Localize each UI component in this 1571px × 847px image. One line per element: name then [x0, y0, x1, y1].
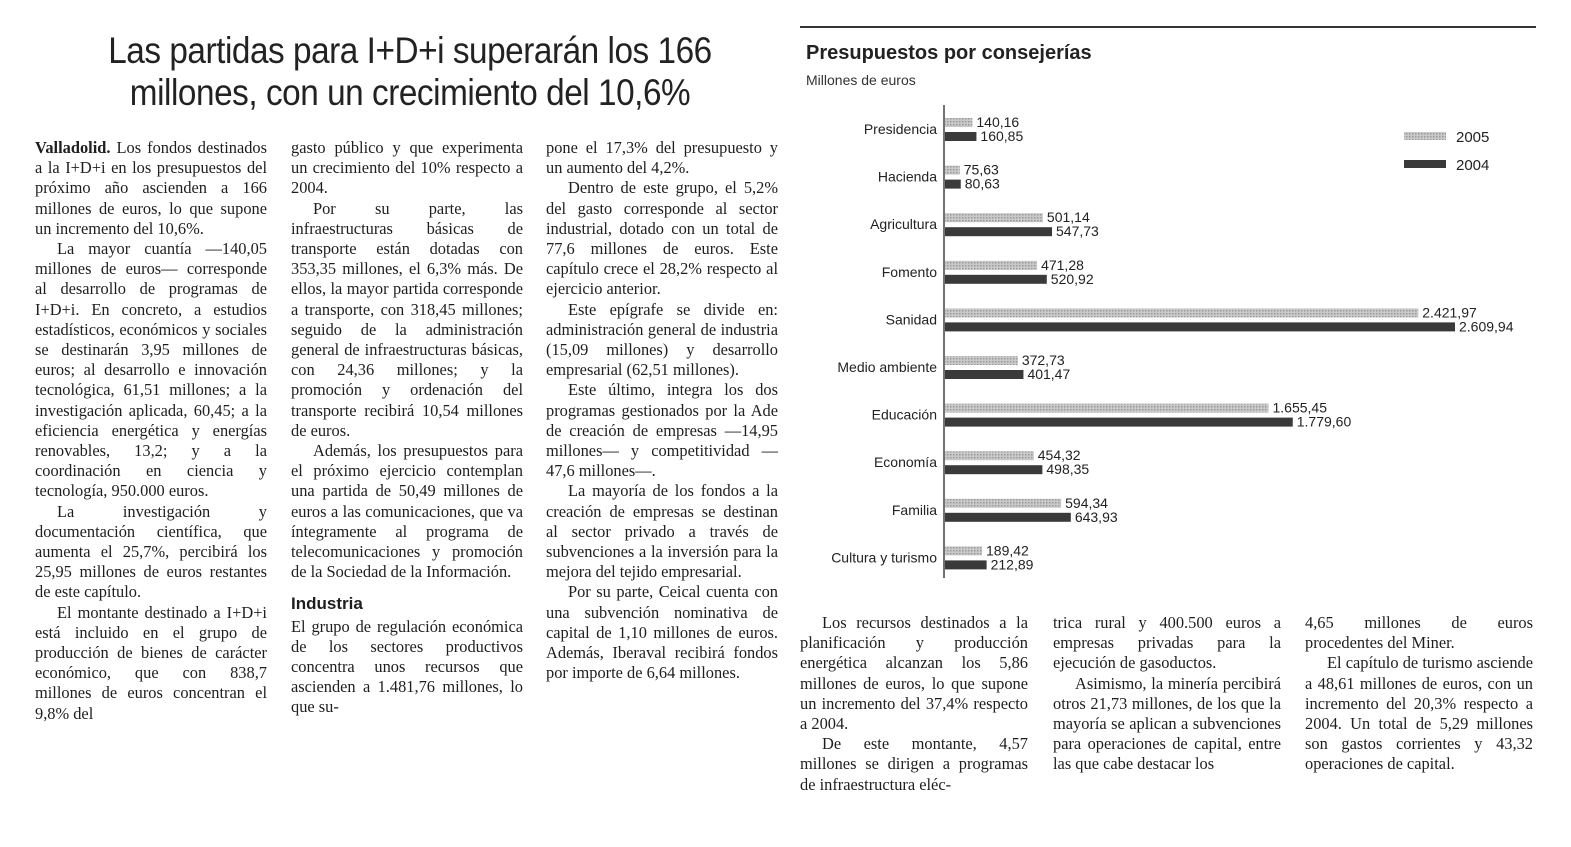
article-paragraph [546, 138, 778, 178]
legend-label: 2004 [1456, 157, 1490, 174]
value-label: 401,47 [1027, 366, 1071, 382]
paragraph-text: Por su parte, Ceical cuenta con una subvención nominativa de capital de 1,10 millones de euros. Además, Iberaval recibirá fondos por importe de 6,64 millones. [546, 582, 778, 683]
category-label: Fomento [881, 263, 937, 280]
value-label: 140,16 [976, 114, 1020, 130]
article-paragraph [1305, 613, 1533, 653]
category-label: Agricultura [870, 216, 937, 233]
article-paragraph [35, 603, 267, 724]
bar-2005 [945, 261, 1037, 270]
value-label: 643,93 [1074, 508, 1118, 525]
article-paragraph [546, 300, 778, 381]
bar-2004 [945, 370, 1023, 379]
bar-2004 [945, 227, 1052, 236]
article-paragraph [546, 178, 778, 299]
article-paragraph [800, 734, 1028, 795]
value-label: 1.655,45 [1272, 399, 1327, 416]
paragraph-text: 4,65 millones de euros procedentes del Miner. [1305, 613, 1533, 653]
bar-2004 [945, 132, 976, 141]
chart-top-rule [800, 26, 1536, 28]
value-label: 160,85 [980, 128, 1024, 144]
category-label: Cultura y turismo [831, 549, 937, 566]
paragraph-text: La investigación y documentación científica, que aumenta el 25,7%, percibirá los 25,95 millones de euros restantes de este capítulo. [35, 501, 267, 602]
paragraph-text: gasto público y que experimenta un crecimiento del 10% respecto a 2004. [291, 138, 523, 198]
category-label: Sanidad [885, 311, 937, 328]
paragraph-text: La mayor cuantía —140,05 millones de euros— corresponde al desarrollo de programas de I+D+i. En concreto, a estudios estadísticos, económicos y sociales se destinarán 3,95 millones de euros; al desarrollo e innovación tecnológica, 61,51 millones; a la investigación aplicada, 60,45; a la eficiencia energética y energías renovables, 13,2; y a la coordinación en ciencia y tecnología, 950.000 euros. [35, 239, 267, 501]
paragraph-text: Asimismo, la minería percibirá otros 21,73 millones, de los que la mayoría se aplican a subvenciones para operaciones de capital, entre las que cabe destacar los [1053, 673, 1281, 774]
paragraph-text: La mayoría de los fondos a la creación de empresas se destinan al sector privado a través de subvenciones a la inversión para la mejora del tejido empresarial. [546, 481, 778, 582]
value-label: 75,63 [963, 161, 999, 178]
headline-line-1: Las partidas para I+D+i superarán los 166 [108, 30, 712, 71]
article-paragraph [291, 441, 523, 582]
value-label: 1.779,60 [1296, 413, 1352, 430]
bar-2005 [945, 404, 1268, 413]
article-column-5 [1053, 613, 1281, 775]
article-column-1 [35, 138, 267, 724]
paragraph-text: pone el 17,3% del presupuesto y un aumento del 4,2%. [546, 138, 778, 178]
article-paragraph [291, 617, 523, 718]
dateline: Valladolid. [35, 138, 111, 157]
value-label: 547,73 [1056, 223, 1099, 240]
paragraph-text: Además, los presupuestos para el próximo ejercicio contemplan una partida de 50,49 millones de euros a las comunicaciones, que va íntegramente al programa de telecomunicaciones y promoción de la Sociedad de la Información. [291, 441, 523, 582]
article-paragraph [35, 502, 267, 603]
paragraph-text: El grupo de regulación económica de los sectores productivos concentra unos recursos que ascienden a 1.481,76 millones, lo que su- [291, 616, 523, 717]
article-paragraph [35, 138, 267, 239]
section-heading: Industria [291, 594, 363, 614]
article-paragraph [291, 199, 523, 441]
bar-2005 [945, 308, 1418, 317]
article-column-3 [546, 138, 778, 683]
paragraph-text: Este epígrafe se divide en: administración general de industria (15,09 millones) y desarrollo empresarial (62,51 millones). [546, 299, 778, 380]
article-paragraph [291, 138, 523, 199]
article-paragraph [546, 481, 778, 582]
article-paragraph [800, 613, 1028, 734]
value-label: 501,14 [1046, 209, 1090, 226]
article-paragraph [1053, 613, 1281, 674]
value-label: 189,42 [986, 542, 1029, 559]
paragraph-text: trica rural y 400.500 euros a empresas privadas para la ejecución de gasoductos. [1053, 613, 1281, 673]
category-label: Economía [873, 454, 937, 471]
value-label: 372,73 [1021, 352, 1065, 368]
article-paragraph [1305, 653, 1533, 774]
legend-swatch-2005 [1404, 132, 1446, 140]
bar-2005 [945, 546, 982, 555]
legend-swatch-2004 [1404, 160, 1446, 168]
paragraph-text: Los recursos destinados a la planificación y producción energética alcanzan los 5,86 millones de euros, lo que supone un incremento del 37,4% respecto a 2004. [800, 613, 1028, 734]
bar-2004 [945, 560, 987, 569]
value-label: 498,35 [1046, 461, 1090, 478]
headline [68, 30, 752, 114]
value-label: 520,92 [1050, 270, 1094, 287]
value-label: 471,28 [1041, 256, 1084, 273]
article-column-2 [291, 138, 523, 718]
category-label: Presidencia [863, 121, 937, 137]
legend-label: 2005 [1456, 129, 1490, 146]
bar-2004 [945, 418, 1293, 427]
article-column-4 [800, 613, 1028, 795]
bar-2005 [945, 166, 960, 175]
value-label: 212,89 [990, 556, 1034, 573]
value-label: 2.421,97 [1422, 304, 1477, 321]
headline-line-2: millones, con un crecimiento del 10,6% [129, 72, 691, 113]
bar-2004 [945, 180, 961, 189]
paragraph-text: Por su parte, las infraestructuras básicas de transporte están dotadas con 353,35 millones, el 6,3% más. De ellos, la mayor partida corresponde a transporte, con 318,45 millones; seguido de la administración general de infraestructuras básicas, con 24,36 millones; y la promoción y ordenación del transporte recibirá 10,54 millones de euros. [291, 198, 523, 440]
article-paragraph [546, 582, 778, 683]
chart-subtitle: Millones de euros [806, 72, 916, 88]
article-paragraph [1053, 674, 1281, 775]
bar-2004 [945, 465, 1042, 474]
value-label: 594,34 [1065, 494, 1108, 511]
value-label: 80,63 [964, 175, 1000, 192]
bar-2004 [945, 275, 1047, 284]
bar-2005 [945, 356, 1018, 365]
paragraph-text: El montante destinado a I+D+i está incluido en el grupo de producción de bienes de carácter económico, que con 838,7 millones de euros concentran el 9,8% del [35, 602, 267, 723]
bar-chart [800, 100, 1540, 590]
bar-2005 [945, 451, 1034, 460]
paragraph-text: Dentro de este grupo, el 5,2% del gasto corresponde al sector industrial, dotado con un total de 77,6 millones de euros. Este capítulo crece el 28,2% respecto al ejercicio anterior. [546, 178, 778, 299]
category-label: Hacienda [877, 168, 937, 185]
bar-2005 [945, 118, 972, 127]
paragraph-text: Este último, integra los dos programas gestionados por la Ade de creación de empresas —14,95 millones— y competitividad —47,6 millones—. [546, 380, 778, 481]
article-paragraph [35, 239, 267, 502]
value-label: 454,32 [1037, 447, 1081, 464]
paragraph-text: De este montante, 4,57 millones se dirigen a programas de infraestructura eléc- [800, 734, 1028, 794]
paragraph-text: El capítulo de turismo asciende a 48,61 millones de euros, con un incremento del 20,3% respecto a 2004. Un total de 5,29 millones son gastos corrientes y 43,32 operaciones de capital. [1305, 653, 1533, 774]
value-label: 2.609,94 [1459, 318, 1514, 335]
article-paragraph [546, 380, 778, 481]
bar-2004 [945, 513, 1071, 522]
bar-2005 [945, 499, 1061, 508]
paragraph-text: Los fondos destinados a la I+D+i en los presupuestos del próximo año ascienden a 166 millones de euros, lo que supone un incremento del 10,6%. [35, 138, 267, 238]
category-label: Educación [871, 406, 937, 423]
article-column-6 [1305, 613, 1533, 775]
bar-2005 [945, 213, 1043, 222]
category-label: Medio ambiente [837, 359, 937, 375]
chart-title: Presupuestos por consejerías [806, 42, 1092, 64]
category-label: Familia [891, 501, 937, 518]
bar-2004 [945, 322, 1455, 331]
